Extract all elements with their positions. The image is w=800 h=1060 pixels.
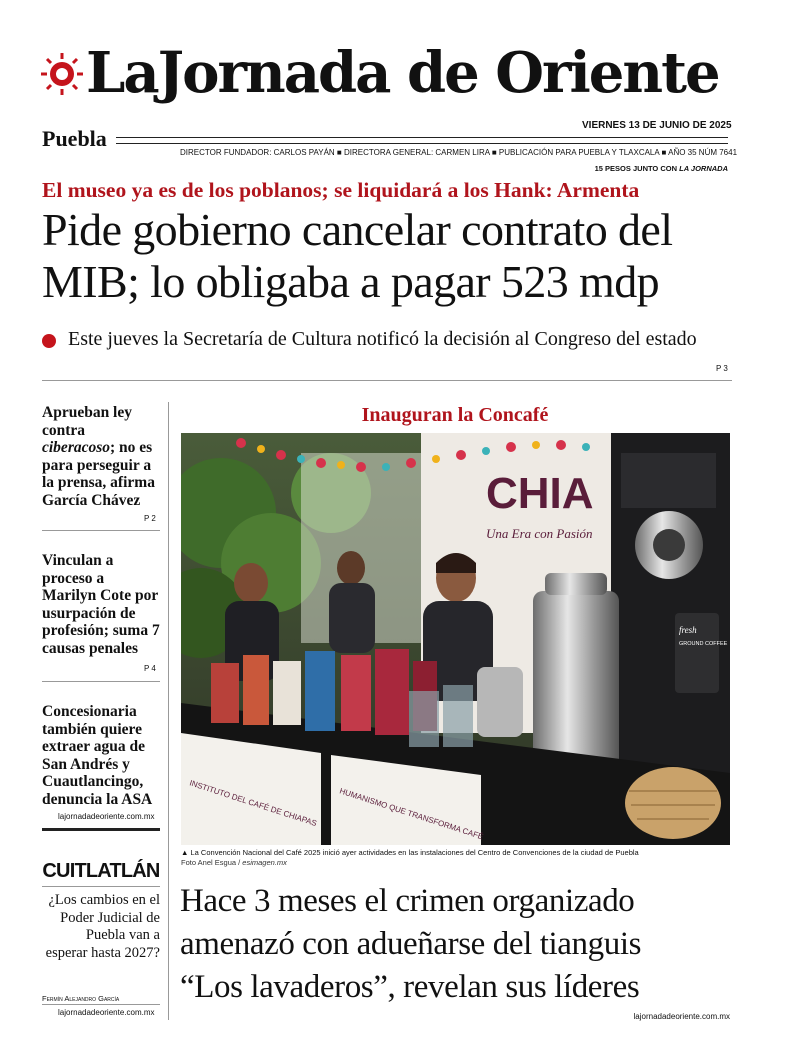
brief-text: ; no es para perseguir a la prensa, afirma García Chávez <box>42 439 155 509</box>
grinder-label-ground: GROUND COFFEE <box>679 641 728 647</box>
lead-page-ref: P 3 <box>716 364 728 373</box>
brief-story[interactable] <box>42 404 160 509</box>
divider <box>42 828 160 831</box>
lead-kicker[interactable]: El museo ya es de los poblanos; se liquidará a los Hank: Armenta <box>42 178 640 202</box>
lead-headline-line: MIB; lo obligaba a pagar 523 mdp <box>42 256 660 307</box>
booth-tagline: Una Era con Pasión <box>486 526 593 541</box>
brief-url[interactable]: lajornadadeoriente.com.mx <box>58 812 155 821</box>
issue-date: VIERNES 13 DE JUNIO DE 2025 <box>578 120 732 131</box>
cartoon-title: CUITLATLÁN <box>42 860 160 882</box>
newspaper-title: LaJornada de Oriente <box>86 40 719 106</box>
coffee-booth-illustration <box>181 433 730 845</box>
red-bullet-icon <box>42 334 56 348</box>
price-line <box>595 164 728 173</box>
booth-sign: CHIA <box>486 469 594 518</box>
column-divider <box>168 402 169 1020</box>
photo-credit-prefix: Foto Anel Esgua / <box>181 858 243 867</box>
footer-url[interactable]: lajornadadeoriente.com.mx <box>633 1012 730 1021</box>
brief-text-italic: ciberacoso <box>42 439 111 456</box>
divider <box>42 530 160 531</box>
bottom-headline-line: amenazó con adueñarse del tianguis <box>180 926 642 962</box>
brief-text: Aprueban ley contra <box>42 404 132 439</box>
divider <box>42 681 160 682</box>
divider <box>42 380 732 381</box>
bottom-headline[interactable] <box>180 880 740 1009</box>
edition-rule <box>116 137 728 144</box>
cartoon-author: Fermín Alejandro García <box>42 994 120 1003</box>
price-paper: LA JORNADA <box>679 164 728 173</box>
masthead-logo[interactable] <box>40 38 740 108</box>
photo-credit-agency: esimagen.mx <box>242 858 287 867</box>
photo-credit <box>181 858 287 867</box>
photo-caption: ▲ La Convención Nacional del Café 2025 inició ayer actividades en las instalaciones del Centro de Convenciones de la ciudad de Puebla <box>181 848 639 857</box>
divider <box>42 886 160 887</box>
cartoon-text[interactable]: ¿Los cambios en el Poder Judicial de Puebla van a esperar hasta 2027? <box>45 892 160 961</box>
brief-story[interactable]: Vinculan a proceso a Marilyn Cote por usurpación de profesión; suma 7 causas penales <box>42 552 160 657</box>
divider <box>42 1004 160 1005</box>
photo-kicker[interactable]: Inauguran la Concafé <box>361 404 549 426</box>
grinder-label-fresh: fresh <box>679 625 697 635</box>
bottom-headline-line: “Los lavaderos”, revelan sus líderes <box>180 969 640 1005</box>
lead-headline-line: Pide gobierno cancelar contrato del <box>42 204 673 255</box>
edition-name: Puebla <box>42 126 107 151</box>
cartoon-url[interactable]: lajornadadeoriente.com.mx <box>58 1008 155 1017</box>
concafe-photo[interactable] <box>181 433 730 845</box>
price-prefix: 15 PESOS JUNTO CON <box>594 164 678 173</box>
masthead-credits: DIRECTOR FUNDADOR: CARLOS PAYÁN ■ DIRECTORA GENERAL: CARMEN LIRA ■ PUBLICACIÓN PARA PUEBLA Y TLAXCALA ■ AÑO 35 NÚM 7641 <box>180 148 738 157</box>
sun-logo-icon <box>40 52 84 96</box>
brief-page-ref: P 2 <box>144 514 156 523</box>
bottom-headline-line: Hace 3 meses el crimen organizado <box>180 883 635 919</box>
banner-text-2: HUMANISMO QUE TRANSFORMA CAFÉ <box>338 786 485 842</box>
lead-headline[interactable] <box>42 204 742 308</box>
brief-story[interactable]: Concesionaria también quiere extraer agua de San Andrés y Cuautlancingo, denuncia la ASA <box>42 703 153 808</box>
brief-page-ref: P 4 <box>144 664 156 673</box>
lead-deck: Este jueves la Secretaría de Cultura notificó la decisión al Congreso del estado <box>68 328 697 350</box>
banner-text-1: INSTITUTO DEL CAFÉ DE CHIAPAS <box>188 778 318 829</box>
